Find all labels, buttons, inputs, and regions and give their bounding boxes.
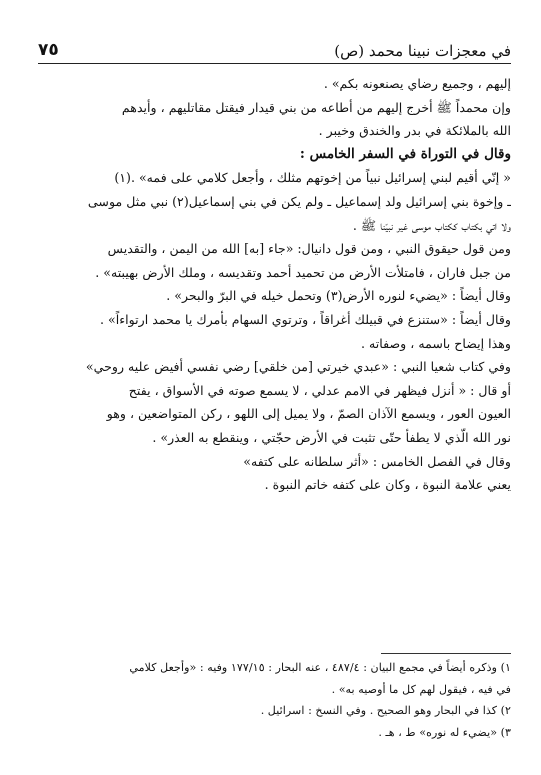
text-line: وإن محمداً ﷺ أخرج إليهم من أطاعه من بني قيدار فيقتل مقاتليهم ، وأيدهم [121,99,511,115]
text-line: وقال في الفصل الخامس : «أثر سلطانه على كتفه» [243,453,511,469]
footnote-line: في فيه ، فيقول لهم كل ما أوصيه به» . [331,682,511,696]
text-line: ـ وإخوة بني إسرائيل ولد إسماعيل ـ ولم يكن في بني إسماعيل(٢) نبي مثل موسى [87,193,511,209]
text-line: نور الله الّذي لا يطفأ حتّى تثبت في الأرض حجّتي ، وينقطع به العذر» . [152,429,511,445]
text-line: « إنّي أقيم لبني إسرائيل نبياً من إخوتهم مثلك ، وأجعل كلامي على فمه» .(١) [114,170,511,186]
text-line: إليهم ، وجميع رضاي يصنعونه بكم» . [323,76,511,91]
page-header [38,30,511,64]
footnote-line: ٢) كذا في البحار وهو الصحيح . وفي النسخ : اسرائيل . [260,704,511,717]
footnotes [30,657,511,743]
footnote-line: ٣) «يضيء له نوره» ط ، هـ . [378,725,511,739]
text-line: من جبل فاران ، فامتلأت الأرض من تحميد أحمد وتقديسه ، وملك الأرض بهيبته» . [95,264,511,280]
text-line: العيون العور ، ويسمع الآذان الصمّ ، ولا يميل إلى اللهو ، ركن المتواضعين ، وهو [106,406,511,422]
text-line: ومن قول حيقوق النبي ، ومن قول دانيال: «جاء [به] الله من اليمن ، والتقديس [107,241,511,257]
footnote-line: ١) وذكره أيضاً في مجمع البيان : ٤٨٧/٤ ، عنه البحار : ١٧٧/١٥ وفيه : «وأجعل كلامي [129,661,511,674]
text-line: الله بالملائكة في بدر والخندق وخيبر . [318,123,511,139]
main-text [30,72,511,497]
page-number: ٧٥ [38,40,59,60]
text-line: ولا اتي بكتاب ككتاب موسى غير نبيّنا ﷺ . [352,217,511,233]
text-line: وقال أيضاً : «يضيء لنوره الأرض(٣) وتحمل خيله في البرّ والبحر» . [166,288,511,304]
text-line: وهذا إيضاح باسمه ، وصفاته . [361,335,511,351]
footnote-separator [381,653,511,654]
section-heading: وقال في التوراة في السفر الخامس : [299,145,511,162]
text-line: وفي كتاب شعيا النبي : «عبدي خيرتي [من خلقي] رضي نفسي أفيض عليه روحي» [85,359,511,375]
text-line: يعني علامة النبوة ، وكان على كتفه خاتم النبوة . [264,477,511,493]
text-line: وقال أيضاً : «ستنزع في قبيلك أغراقاً ، وترتوي السهام بأمرك يا محمد ارتواءاً» . [100,311,511,327]
text-line: أو قال : « أنزل فيظهر في الامم عدلي ، لا يسمع صوته في الأسواق ، يفتح [128,382,511,398]
running-title: في معجزات نبينا محمد (ص) [334,42,511,60]
